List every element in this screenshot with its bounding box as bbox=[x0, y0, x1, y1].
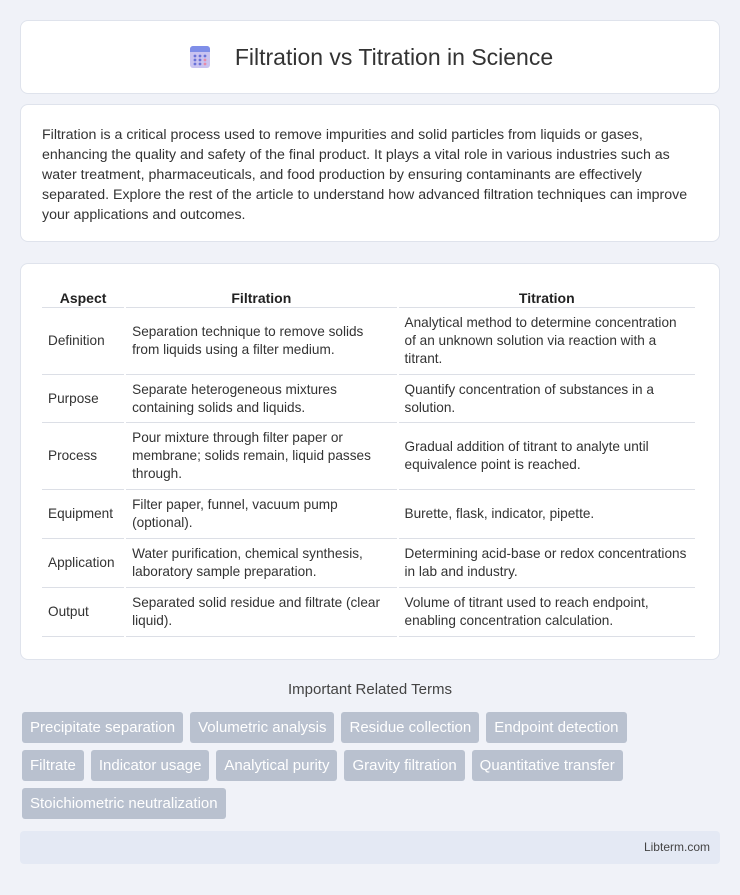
filtration-cell: Water purification, chemical synthesis, laboratory sample preparation. bbox=[126, 539, 396, 588]
intro-text: Filtration is a critical process used to remove impurities and solid particles from liquids or gases, enhancing the quality and safety of the final product. It plays a vital role in various industries such as water treatment, pharmaceuticals, and food production by ensuring contaminants are effectively separated. Explore the rest of the article to understand how advanced filtration techniques can improve your applications and outcomes. bbox=[42, 127, 688, 223]
comparison-table-card bbox=[20, 263, 720, 660]
related-terms-tags bbox=[22, 712, 722, 826]
filtration-cell: Pour mixture through filter paper or membrane; solids remain, liquid passes through. bbox=[126, 423, 396, 490]
table-row bbox=[42, 490, 695, 539]
tag-indicator-usage[interactable]: Indicator usage bbox=[91, 750, 210, 781]
filtration-cell: Separation technique to remove solids from liquids using a filter medium. bbox=[126, 308, 396, 375]
tag-analytical-purity[interactable]: Analytical purity bbox=[216, 750, 337, 781]
row-aspect: Purpose bbox=[42, 375, 124, 423]
tag-residue-collection[interactable]: Residue collection bbox=[341, 712, 479, 743]
tag-gravity-filtration[interactable]: Gravity filtration bbox=[344, 750, 464, 781]
header-filtration: Filtration bbox=[126, 284, 396, 308]
filtration-cell: Separated solid residue and filtrate (clear liquid). bbox=[126, 588, 396, 637]
row-aspect: Definition bbox=[42, 308, 124, 375]
tag-quantitative-transfer[interactable]: Quantitative transfer bbox=[472, 750, 623, 781]
header-aspect: Aspect bbox=[42, 284, 124, 308]
table-row bbox=[42, 539, 695, 588]
related-terms-title: Important Related Terms bbox=[288, 681, 452, 698]
table-row bbox=[42, 308, 695, 375]
titration-cell: Determining acid-base or redox concentrations in lab and industry. bbox=[399, 539, 695, 588]
titration-cell: Analytical method to determine concentration of an unknown solution via reaction with a titrant. bbox=[399, 308, 695, 375]
filtration-cell: Separate heterogeneous mixtures containing solids and liquids. bbox=[126, 375, 396, 423]
filtration-cell: Filter paper, funnel, vacuum pump (optional). bbox=[126, 490, 396, 539]
titration-cell: Burette, flask, indicator, pipette. bbox=[399, 490, 695, 539]
header-titration: Titration bbox=[399, 284, 695, 308]
header-card bbox=[20, 20, 720, 94]
row-aspect: Process bbox=[42, 423, 124, 490]
tag-precipitate-separation[interactable]: Precipitate separation bbox=[22, 712, 183, 743]
row-aspect: Equipment bbox=[42, 490, 124, 539]
row-aspect: Application bbox=[42, 539, 124, 588]
tag-row bbox=[22, 750, 722, 781]
table-row bbox=[42, 375, 695, 423]
titration-cell: Quantify concentration of substances in a solution. bbox=[399, 375, 695, 423]
intro-card bbox=[20, 104, 720, 242]
table-row bbox=[42, 423, 695, 490]
table-header-row bbox=[42, 284, 695, 308]
page-title: Filtration vs Titration in Science bbox=[234, 43, 554, 70]
tag-endpoint-detection[interactable]: Endpoint detection bbox=[486, 712, 626, 743]
tag-filtrate[interactable]: Filtrate bbox=[22, 750, 84, 781]
titration-cell: Volume of titrant used to reach endpoint, enabling concentration calculation. bbox=[399, 588, 695, 637]
tag-stoichiometric-neutralization[interactable]: Stoichiometric neutralization bbox=[22, 788, 226, 819]
tag-row bbox=[22, 788, 722, 819]
calculator-icon bbox=[187, 44, 213, 70]
tag-volumetric-analysis[interactable]: Volumetric analysis bbox=[190, 712, 334, 743]
footer bbox=[20, 831, 720, 864]
footer-site-link[interactable]: Libterm.com bbox=[643, 840, 710, 854]
tag-row bbox=[22, 712, 722, 743]
row-aspect: Output bbox=[42, 588, 124, 637]
titration-cell: Gradual addition of titrant to analyte until equivalence point is reached. bbox=[399, 423, 695, 490]
comparison-table bbox=[40, 284, 697, 637]
table-row bbox=[42, 588, 695, 637]
